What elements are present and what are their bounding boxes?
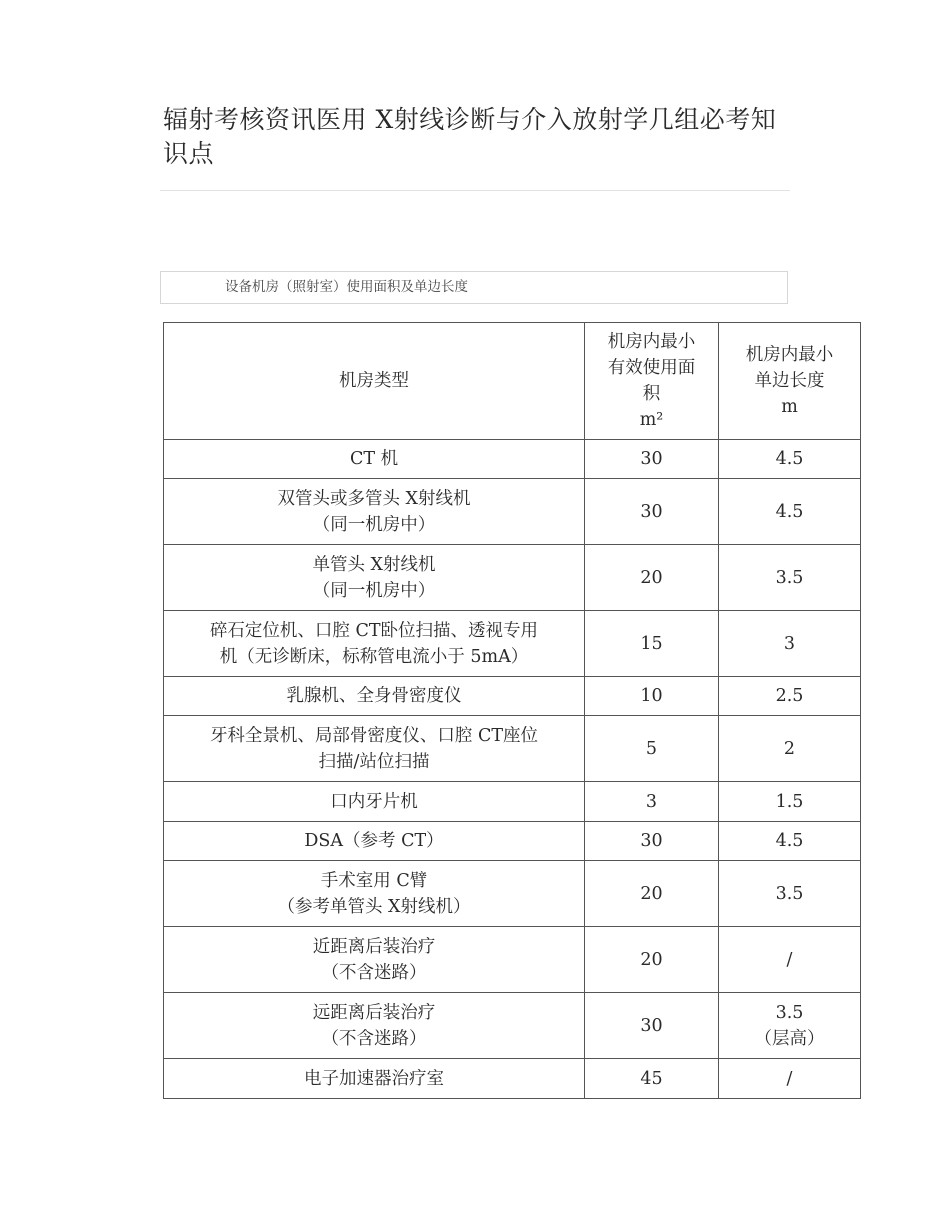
table-header-row — [164, 323, 861, 440]
cell-room-type — [164, 993, 585, 1059]
min-length-value: 3 — [783, 633, 796, 654]
min-length-value: / — [786, 949, 793, 970]
table-row — [164, 993, 861, 1059]
table-row — [164, 545, 861, 611]
cell-min-area — [585, 677, 719, 716]
min-length-value: 2.5 — [775, 686, 804, 706]
table-row — [164, 716, 861, 782]
cell-min-area — [585, 1059, 719, 1099]
min-length-value: 4.5 — [775, 449, 804, 469]
room-type-text: 机（无诊断床，标称管电流小于 5mA） — [219, 646, 529, 667]
room-type-text: 双管头或多管头 X射线机 — [277, 488, 471, 509]
cell-min-area — [585, 993, 719, 1059]
cell-min-length — [719, 822, 861, 861]
title-divider — [160, 190, 790, 191]
header-area-line: 有效使用面 — [607, 358, 696, 378]
cell-min-area — [585, 440, 719, 479]
room-type-text: 近距离后装治疗 — [312, 936, 436, 957]
cell-min-length — [719, 716, 861, 782]
cell-room-type — [164, 822, 585, 861]
table-row — [164, 1059, 861, 1099]
min-area-value: 3 — [645, 791, 658, 812]
header-room-type-text: 机房类型 — [339, 371, 409, 391]
header-length-line: 机房内最小 — [745, 345, 834, 365]
min-length-value: / — [786, 1068, 793, 1089]
table-row — [164, 677, 861, 716]
room-type-text: 牙科全景机、局部骨密度仪、口腔 CT座位 — [209, 725, 539, 746]
table-row — [164, 440, 861, 479]
cell-min-area — [585, 611, 719, 677]
cell-room-type — [164, 440, 585, 479]
room-type-text: 碎石定位机、口腔 CT卧位扫描、透视专用 — [209, 620, 539, 641]
cell-min-length — [719, 993, 861, 1059]
header-area-line: 积 — [642, 384, 661, 404]
room-type-text: （不含迷路） — [321, 962, 427, 983]
min-length-value: 3.5 — [775, 567, 804, 588]
table-row — [164, 861, 861, 927]
header-area-line: 机房内最小 — [607, 332, 696, 352]
cell-room-type — [164, 545, 585, 611]
cell-min-area — [585, 927, 719, 993]
min-area-value: 30 — [640, 831, 663, 851]
cell-min-area — [585, 782, 719, 822]
room-type-text: DSA（参考 CT） — [304, 831, 444, 851]
min-area-value: 15 — [640, 633, 663, 654]
cell-room-type — [164, 716, 585, 782]
cell-room-type — [164, 782, 585, 822]
header-length-unit: m — [781, 397, 798, 417]
room-type-text: 电子加速器治疗室 — [304, 1068, 444, 1089]
cell-min-length — [719, 1059, 861, 1099]
min-area-value: 20 — [640, 949, 663, 970]
table-body — [164, 440, 861, 1099]
min-length-value: 3.5 — [775, 883, 804, 904]
room-type-text: 扫描/站位扫描 — [318, 751, 430, 772]
cell-min-length — [719, 677, 861, 716]
cell-min-length — [719, 545, 861, 611]
cell-room-type — [164, 861, 585, 927]
table-row — [164, 782, 861, 822]
header-length-line: 单边长度 — [754, 371, 825, 391]
room-type-text: （同一机房中） — [312, 580, 436, 601]
cell-min-area — [585, 822, 719, 861]
cell-min-length — [719, 861, 861, 927]
table-row — [164, 479, 861, 545]
min-length-value: 2 — [783, 738, 796, 759]
min-area-value: 30 — [640, 501, 663, 522]
table-row — [164, 611, 861, 677]
room-type-text: 手术室用 C臂 — [320, 870, 428, 891]
min-area-value: 10 — [640, 686, 663, 706]
header-min-area — [585, 323, 719, 440]
cell-min-length — [719, 782, 861, 822]
table-caption: 设备机房（照射室）使用面积及单边长度 — [225, 279, 468, 295]
cell-room-type — [164, 479, 585, 545]
header-room-type — [164, 323, 585, 440]
min-area-value: 20 — [640, 883, 663, 904]
cell-min-area — [585, 545, 719, 611]
document-title: 辐射考核资讯医用 X射线诊断与介入放射学几组必考知识点 — [163, 105, 777, 168]
room-type-text: 口内牙片机 — [330, 791, 418, 812]
header-min-length — [719, 323, 861, 440]
cell-min-area — [585, 716, 719, 782]
room-type-text: 单管头 X射线机 — [312, 554, 436, 575]
min-area-value: 20 — [640, 567, 663, 588]
min-area-value: 30 — [640, 1015, 663, 1036]
room-spec-table — [163, 322, 861, 1099]
min-length-value: （层高） — [754, 1028, 825, 1049]
min-area-value: 30 — [640, 449, 663, 469]
cell-room-type — [164, 927, 585, 993]
header-area-unit: m² — [639, 410, 664, 430]
cell-min-length — [719, 927, 861, 993]
min-length-value: 4.5 — [775, 501, 804, 522]
table-row — [164, 927, 861, 993]
min-length-value: 4.5 — [775, 831, 804, 851]
min-length-value: 3.5 — [775, 1002, 804, 1023]
room-type-text: （同一机房中） — [312, 514, 436, 535]
room-type-text: （不含迷路） — [321, 1028, 427, 1049]
room-type-text: 远距离后装治疗 — [312, 1002, 436, 1023]
min-area-value: 45 — [640, 1068, 663, 1089]
room-type-text: 乳腺机、全身骨密度仪 — [286, 686, 462, 706]
cell-min-length — [719, 479, 861, 545]
cell-min-length — [719, 611, 861, 677]
cell-room-type — [164, 611, 585, 677]
table-row — [164, 822, 861, 861]
cell-min-length — [719, 440, 861, 479]
cell-min-area — [585, 861, 719, 927]
cell-room-type — [164, 1059, 585, 1099]
cell-min-area — [585, 479, 719, 545]
caption-box — [160, 271, 788, 304]
room-type-text: （参考单管头 X射线机） — [277, 896, 471, 917]
min-area-value: 5 — [645, 738, 658, 759]
room-type-text: CT 机 — [349, 449, 399, 469]
cell-room-type — [164, 677, 585, 716]
min-length-value: 1.5 — [775, 791, 804, 812]
